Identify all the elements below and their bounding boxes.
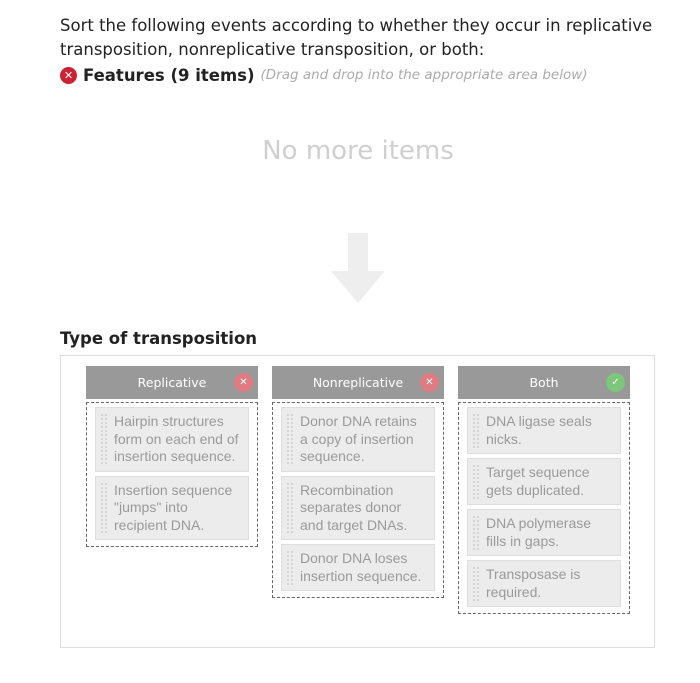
column-title: Replicative xyxy=(137,375,207,390)
drop-zone[interactable] xyxy=(86,402,258,547)
empty-pool-message: No more items xyxy=(262,136,454,166)
drag-card[interactable] xyxy=(467,458,621,505)
drag-card[interactable] xyxy=(95,407,249,472)
card-text: Recombination separates donor and target DNAs. xyxy=(300,481,408,533)
drag-handle-icon xyxy=(100,482,108,535)
card-text: Target sequence gets duplicated. xyxy=(486,464,590,498)
card-text: Donor DNA loses insertion sequence. xyxy=(300,550,422,584)
features-label: Features (9 items) xyxy=(83,65,255,85)
drag-card[interactable] xyxy=(467,560,621,607)
drag-handle-icon xyxy=(472,566,480,601)
column-header xyxy=(86,366,258,399)
column-title: Nonreplicative xyxy=(312,375,404,390)
drop-zone[interactable] xyxy=(458,402,630,614)
card-text: DNA ligase seals nicks. xyxy=(486,413,592,447)
column-both xyxy=(458,366,630,614)
incorrect-icon: ✕ xyxy=(234,373,253,392)
section-title: Type of transposition xyxy=(60,329,258,348)
column-nonreplicative xyxy=(272,366,444,598)
column-replicative xyxy=(86,366,258,547)
card-text: Transposase is required. xyxy=(486,566,581,600)
drag-handle-icon xyxy=(472,515,480,550)
drag-card[interactable] xyxy=(95,476,249,541)
drag-card[interactable] xyxy=(467,509,621,556)
drag-card[interactable] xyxy=(281,544,435,591)
question-text: Sort the following events according to whether they occur in replicative transposition, nonreplicative transposition, or both: xyxy=(60,16,653,59)
incorrect-icon: ✕ xyxy=(420,373,439,392)
drag-handle-icon xyxy=(472,464,480,499)
drag-card[interactable] xyxy=(281,407,435,472)
arrow-down-icon xyxy=(331,233,385,303)
card-text: Insertion sequence "jumps" into recipient DNA. xyxy=(114,481,233,533)
card-text: DNA polymerase fills in gaps. xyxy=(486,515,592,549)
features-header xyxy=(60,63,588,87)
column-header xyxy=(458,366,630,399)
drag-card[interactable] xyxy=(281,476,435,541)
features-hint: (Drag and drop into the appropriate area below) xyxy=(260,67,588,83)
drag-handle-icon xyxy=(286,482,294,535)
drag-handle-icon xyxy=(472,413,480,448)
drag-handle-icon xyxy=(100,413,108,466)
drag-card[interactable] xyxy=(467,407,621,454)
column-title: Both xyxy=(529,375,559,390)
drop-board xyxy=(60,355,655,648)
card-text: Hairpin structures form on each end of insertion sequence. xyxy=(114,413,239,464)
correct-check-icon: ✓ xyxy=(606,373,625,392)
close-circle-icon: ✕ xyxy=(60,67,77,84)
drop-zone[interactable] xyxy=(272,402,444,598)
column-header xyxy=(272,366,444,399)
drag-handle-icon xyxy=(286,550,294,585)
card-text: Donor DNA retains a copy of insertion sequence. xyxy=(300,413,417,464)
drag-handle-icon xyxy=(286,413,294,466)
